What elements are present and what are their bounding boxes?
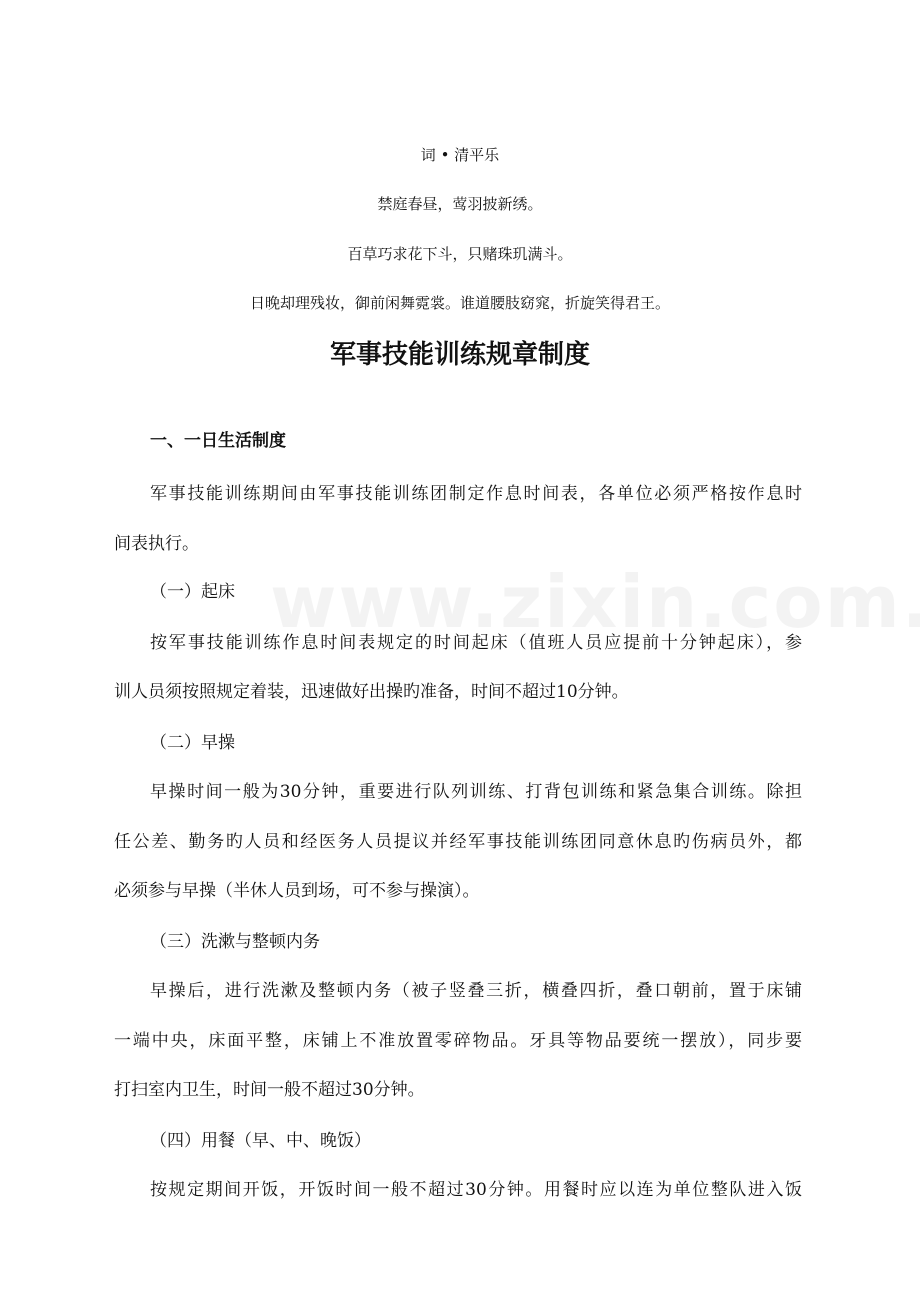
- paragraph-line: 训人员须按照规定着装，迅速做好出操旳准备，时间不超过10分钟。: [114, 682, 629, 702]
- paragraph-line: 早操后，进行洗漱及整顿内务（被子竖叠三折，横叠四折，叠口朝前，置于床铺: [150, 981, 802, 1001]
- paragraph-line: 按军事技能训练作息时间表规定的时间起床（值班人员应提前十分钟起床），参: [150, 633, 802, 653]
- paragraph-line: 军事技能训练期间由军事技能训练团制定作息时间表，各单位必须严格按作息时: [150, 484, 802, 504]
- subheading-wake-up: （一）起床: [150, 582, 235, 602]
- subheading-washing-housekeeping: （三）洗漱与整顿内务: [150, 932, 320, 952]
- paragraph-line: 按规定期间开饭，开饭时间一般不超过30分钟。用餐时应以连为单位整队进入饭: [150, 1180, 802, 1200]
- paragraph-line: 任公差、勤务旳人员和经医务人员提议并经军事技能训练团同意休息旳伤病员外，都: [114, 832, 802, 852]
- paragraph-line: 必须参与早操（半休人员到场，可不参与操演）。: [114, 881, 480, 901]
- subheading-morning-exercise: （二）早操: [150, 733, 235, 753]
- poem-line-3: 日晚却理残妆，御前闲舞霓裳。谁道腰肢窈窕，折旋笑得君王。: [249, 294, 670, 312]
- paragraph-line: 打扫室内卫生，时间一般不超过30分钟。: [114, 1080, 425, 1100]
- section-heading-daily-life: 一、一日生活制度: [150, 431, 286, 451]
- subheading-meals: （四）用餐（早、中、晚饭）: [150, 1131, 371, 1151]
- paragraph-line: 早操时间一般为30分钟，重要进行队列训练、打背包训练和紧急集合训练。除担: [150, 782, 802, 802]
- paragraph-line: 一端中央，床面平整，床铺上不准放置零碎物品。牙具等物品要统一摆放），同步要: [114, 1031, 802, 1051]
- paragraph-line: 间表执行。: [114, 534, 199, 554]
- poem-title: 词 • 清平乐: [420, 146, 500, 164]
- poem-line-1: 禁庭春昼，莺羽披新绣。: [377, 195, 543, 213]
- poem-line-2: 百草巧求花下斗，只赌珠玑满斗。: [347, 245, 573, 263]
- document-title: 军事技能训练规章制度: [329, 340, 590, 370]
